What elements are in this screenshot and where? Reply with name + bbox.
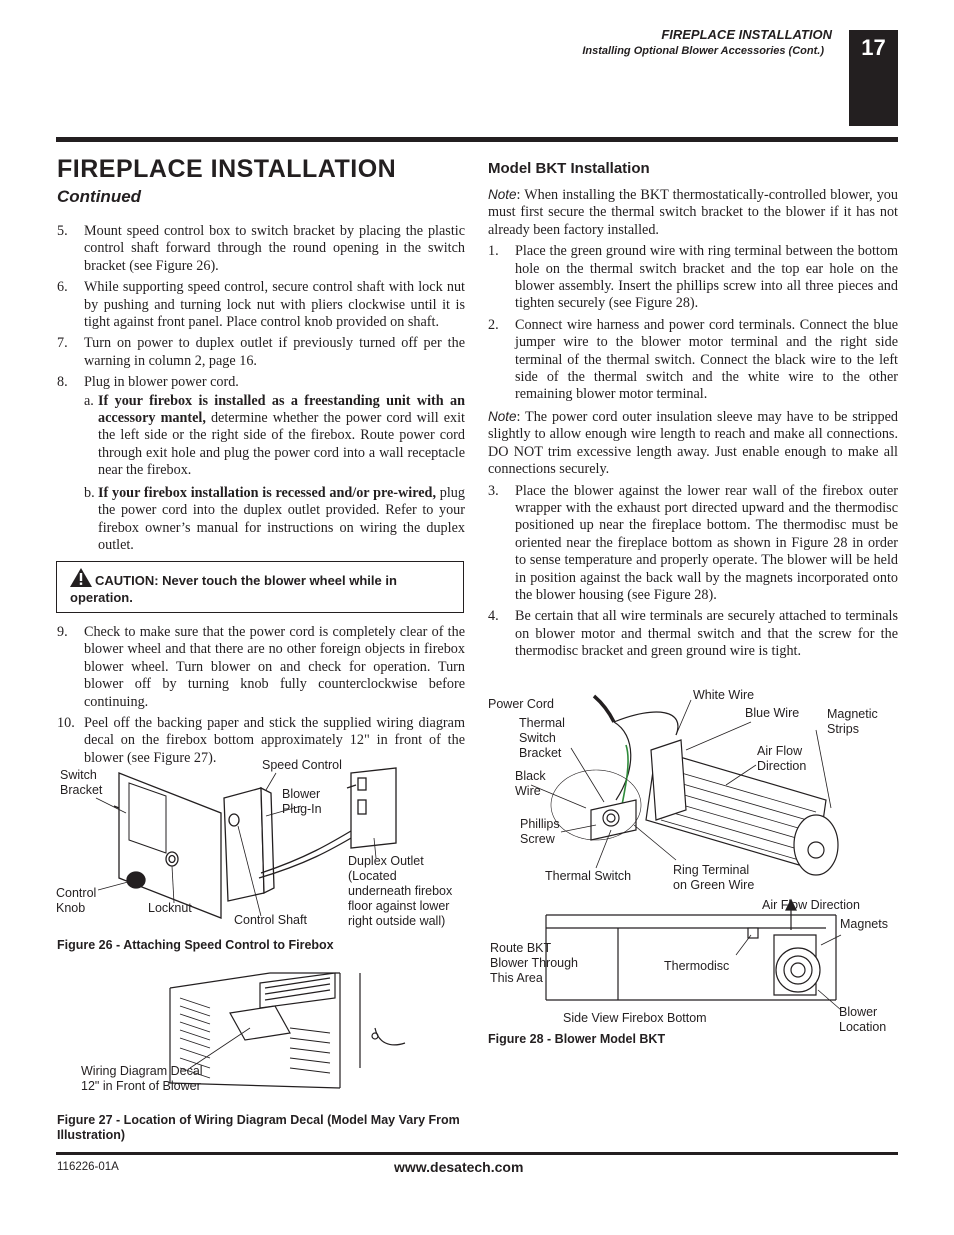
header-subsection: Installing Optional Blower Accessories (Cont.) <box>582 45 824 57</box>
list-item: 1. Place the green ground wire with ring terminal between the bottom hole on the thermal switch bracket and the top ear hole on the blower assembly. Insert the phillips screw into all three pieces and tighten securely (see Figure 28). <box>488 243 898 312</box>
label-wiring-decal: Wiring Diagram Decal 12" in Front of Blower <box>81 1064 203 1093</box>
label-white-wire: White Wire <box>693 688 755 702</box>
label-control-shaft: Control Shaft <box>234 913 307 927</box>
list-item: 6. While supporting speed control, secure control shaft with lock nut by pushing and turning lock nut with pliers clockwise until it is tight against front panel. Place control knob provided on shaft. <box>57 279 465 331</box>
label-thermal-switch: Thermal Switch <box>545 869 632 883</box>
page-title-continued: Continued <box>57 187 142 206</box>
left-column <box>57 223 465 559</box>
label-blower-plugin: Blower Plug-In <box>282 787 322 816</box>
label-speed-control: Speed Control <box>262 758 342 772</box>
label-blower-location: Blower Location <box>839 1005 887 1034</box>
part-number: 116226-01A <box>57 1161 119 1173</box>
right-column <box>488 186 898 665</box>
list-item: 7. Turn on power to duplex outlet if previously turned off per the warning in column 2, page 16. <box>57 335 465 369</box>
list-item: 9. Check to make sure that the power cord is completely clear of the blower wheel and that there are no other foreign objects in firebox blower wheel. Turn blower on and check for operation. Turn blower off by turning knob fully counterclockwise before continuing. <box>57 624 465 710</box>
page-number: 17 <box>849 30 898 126</box>
list-item: 5. Mount speed control box to switch bracket by placing the plastic control shaft forward through the round opening in the switch bracket (see Figure 26). <box>57 223 465 274</box>
figure-27-caption: Figure 27 - Location of Wiring Diagram Decal (Model May Vary From Illustration) <box>57 1113 460 1142</box>
label-control-knob: Control Knob <box>56 886 97 915</box>
label-ring-terminal: Ring Terminal on Green Wire <box>673 863 755 892</box>
sub-item: a. If your firebox is installed as a freestanding unit with an accessory mantel, determine whether the power cord will exit the left side or the right side of the firebox. Route power cord through exit hole and plug the power cord into a wall receptacle near the firebox. <box>84 392 466 479</box>
label-blue-wire: Blue Wire <box>745 706 800 720</box>
list-item: 2. Connect wire harness and power cord terminals. Connect the blue jumper wire to the blower motor terminal and the right side terminal of the thermal switch. Connect the black wire to the left side of the thermal switch and the white wire to the other remaining blower motor terminal. <box>488 316 898 403</box>
figure-26-caption: Figure 26 - Attaching Speed Control to Firebox <box>57 938 334 952</box>
top-rule <box>56 137 898 142</box>
label-side-view: Side View Firebox Bottom <box>563 1011 707 1025</box>
label-magnetic-strips: Magnetic Strips <box>827 707 878 736</box>
list-item: 4. Be certain that all wire terminals are securely attached to terminals on blower motor and thermal switch and that the screw for the thermodisc bracket and green ground wire is tight. <box>488 608 898 660</box>
list-item: 3. Place the blower against the lower rear wall of the firebox outer wrapper with the exhaust port directed upward and the thermodisc positioned up near the fireplace bottom. The thermodisc must be oriented near the fireplace bottom as shown in Figure 28 in order to sense temperature and properly operate. The blower will be held in position against the back wall by the magnets incorporated onto the blower housing (see Figure 28). <box>488 482 898 603</box>
label-locknut: Locknut <box>148 901 192 915</box>
note-paragraph: Note: When installing the BKT thermostatically-controlled blower, you must first secure the thermal switch bracket to the blower if it has not already been factory installed. <box>488 187 898 238</box>
note-paragraph: Note: The power cord outer insulation sleeve may have to be stripped slightly to allow enough wire length to reach and make all connections. DO NOT trim excessive length away. Just enable enough to make all connections securely. <box>488 408 898 478</box>
list-item: 8. Plug in blower power cord. <box>57 374 239 391</box>
label-magnets: Magnets <box>840 917 888 931</box>
header-section: FIREPLACE INSTALLATION <box>661 27 832 42</box>
label-power-cord: Power Cord <box>488 697 554 711</box>
label-phillips-screw: Phillips Screw <box>520 817 560 846</box>
page-title: FIREPLACE INSTALLATION <box>57 155 397 183</box>
label-duplex-outlet: Duplex Outlet (Located underneath firebox floor against lower right outside wall) <box>348 854 453 928</box>
caution-text: CAUTION: Never touch the blower wheel while in operation. <box>70 573 397 605</box>
figure-28-caption: Figure 28 - Blower Model BKT <box>488 1032 666 1046</box>
left-column-2 <box>57 624 465 771</box>
footer-url[interactable]: www.desatech.com <box>394 1159 524 1175</box>
label-air-flow-direction-2: Air Flow Direction <box>762 898 860 912</box>
warning-icon <box>70 568 92 587</box>
label-black-wire: Black Wire <box>515 769 546 798</box>
label-switch-bracket: Switch Bracket <box>60 768 103 797</box>
section-title-bkt: Model BKT Installation <box>488 160 650 177</box>
bottom-rule <box>56 1152 898 1155</box>
label-thermal-switch-bracket: Thermal Switch Bracket <box>519 716 565 760</box>
sub-item: b. If your firebox installation is recessed and/or pre-wired, plug the power cord into the duplex outlet provided. Refer to your firebox owner’s manual for instructions on wiring the duplex outlet. <box>84 484 465 553</box>
label-route-bkt: Route BKT Blower Through This Area <box>490 941 579 985</box>
label-thermodisc: Thermodisc <box>664 959 730 973</box>
list-item: 10. Peel off the backing paper and stick the supplied wiring diagram decal on the firebox bottom approximately 12" in front of the blower (see Figure 27). <box>57 715 465 766</box>
caution-box <box>56 561 464 613</box>
label-air-flow-direction: Air Flow Direction <box>757 744 807 773</box>
